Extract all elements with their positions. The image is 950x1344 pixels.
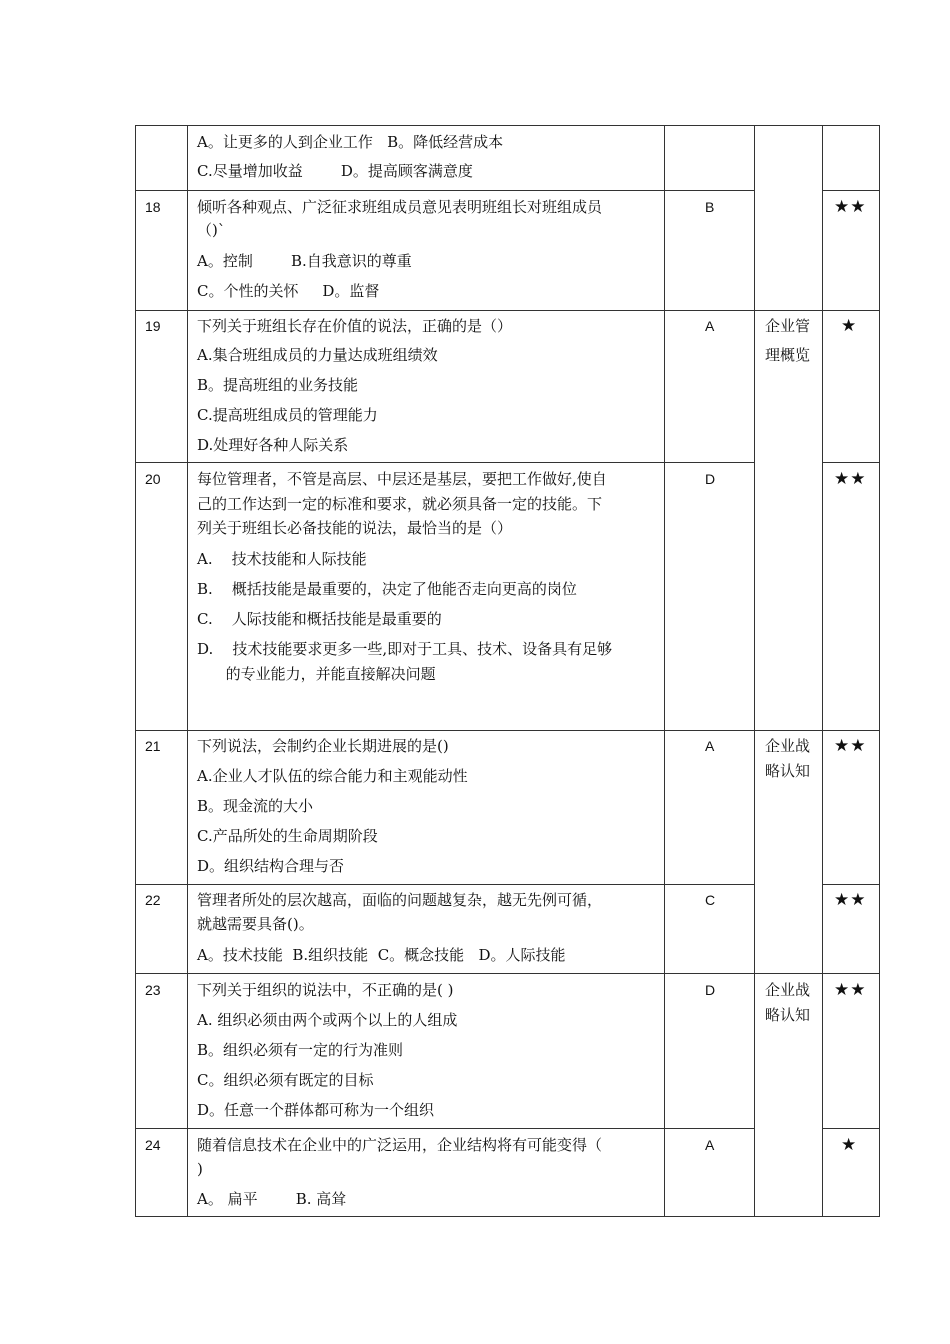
question-text-line: C.尽量增加收益 D。提高顾客满意度 <box>197 162 473 180</box>
category-text: 企业战 <box>765 981 811 999</box>
difficulty-stars: ★★ <box>834 197 867 217</box>
category-text: 略认知 <box>765 762 811 780</box>
question-text-line: D。组织结构合理与否 <box>197 857 345 875</box>
question-text-line: A。让更多的人到企业工作 B。降低经营成本 <box>197 133 504 151</box>
answer: B <box>705 199 715 215</box>
question-text-line: C。组织必须有既定的目标 <box>197 1071 374 1089</box>
difficulty-stars: ★★ <box>834 980 867 1000</box>
category-text: 企业管 <box>765 317 811 335</box>
question-text-line: B。现金流的大小 <box>197 797 314 815</box>
question-text-line: A.企业人才队伍的综合能力和主观能动性 <box>197 767 468 785</box>
question-text-line: 就越需要具备()。 <box>197 915 314 933</box>
question-text-line: 下列关于班组长存在价值的说法，正确的是（） <box>197 317 513 335</box>
question-number: 23 <box>145 982 161 998</box>
question-text-line: C.产品所处的生命周期阶段 <box>197 827 378 845</box>
question-text-line: ) <box>197 1160 203 1178</box>
answer: A <box>705 738 715 754</box>
question-text-line: C.提高班组成员的管理能力 <box>197 406 378 424</box>
question-number: 18 <box>145 199 161 215</box>
question-text-line: A.集合班组成员的力量达成班组绩效 <box>197 346 438 364</box>
question-number: 24 <box>145 1137 161 1153</box>
question-number: 19 <box>145 318 161 334</box>
question-text-line: A。 扁平 B. 高耸 <box>197 1190 347 1208</box>
question-text-line: 倾听各种观点、广泛征求班组成员意见表明班组长对班组成员 <box>197 198 603 216</box>
question-text-line: 己的工作达到一定的标准和要求，就必须具备一定的技能。下 <box>197 495 603 513</box>
question-text-line: 的专业能力，并能直接解决问题 <box>197 665 436 683</box>
question-text-line: B。组织必须有一定的行为准则 <box>197 1041 404 1059</box>
question-text-line: 下列关于组织的说法中，不正确的是( ) <box>197 981 454 999</box>
question-text-line: D.处理好各种人际关系 <box>197 436 349 454</box>
question-text-line: C. 人际技能和概括技能是最重要的 <box>197 610 442 628</box>
difficulty-stars: ★ <box>841 316 858 336</box>
question-text-line: B. 概括技能是最重要的，决定了他能否走向更高的岗位 <box>197 580 577 598</box>
question-text-line: A. 组织必须由两个或两个以上的人组成 <box>197 1011 458 1029</box>
question-number: 21 <box>145 738 161 754</box>
question-text-line: （)` <box>197 221 226 239</box>
question-number: 20 <box>145 471 161 487</box>
answer: A <box>705 1137 715 1153</box>
question-text-line: B。提高班组的业务技能 <box>197 376 359 394</box>
question-text-line: D。任意一个群体都可称为一个组织 <box>197 1101 435 1119</box>
question-number: 22 <box>145 892 161 908</box>
question-text-line: C。个性的关怀 D。监督 <box>197 282 380 300</box>
answer: C <box>705 892 716 908</box>
question-text-line: 列关于班组长必备技能的说法，最恰当的是（） <box>197 519 513 537</box>
category-text: 企业战 <box>765 737 811 755</box>
question-text-line: A. 技术技能和人际技能 <box>197 550 367 568</box>
question-text-line: A。技术技能 B.组织技能 C。概念技能 D。人际技能 <box>197 946 566 964</box>
question-text-line: 管理者所处的层次越高，面临的问题越复杂，越无先例可循， <box>197 891 603 909</box>
question-text-line: A。控制 B.自我意识的尊重 <box>197 252 412 270</box>
answer: A <box>705 318 715 334</box>
question-text-line: 每位管理者，不管是高层、中层还是基层，要把工作做好,使自 <box>197 470 607 488</box>
difficulty-stars: ★★ <box>834 736 867 756</box>
answer: D <box>705 471 716 487</box>
category-text: 理概览 <box>765 346 811 364</box>
answer: D <box>705 982 716 998</box>
difficulty-stars: ★★ <box>834 469 867 489</box>
difficulty-stars: ★★ <box>834 890 867 910</box>
difficulty-stars: ★ <box>841 1135 858 1155</box>
question-text-line: 下列说法，会制约企业长期进展的是() <box>197 737 449 755</box>
question-text-line: D. 技术技能要求更多一些,即对于工具、技术、设备具有足够 <box>197 640 613 658</box>
category-text: 略认知 <box>765 1006 811 1024</box>
question-text-line: 随着信息技术在企业中的广泛运用，企业结构将有可能变得（ <box>197 1136 603 1154</box>
